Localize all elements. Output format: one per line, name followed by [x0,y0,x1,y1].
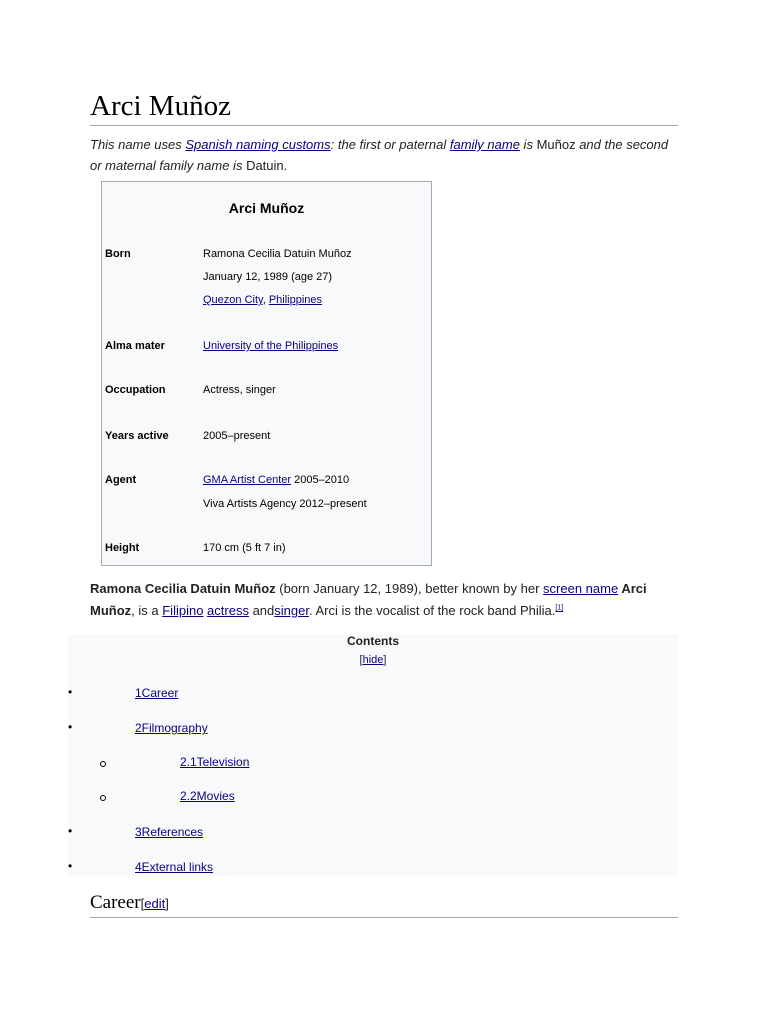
infobox-agent-value [203,474,349,486]
subject-screen-name: Arci Muñoz [90,581,647,618]
toc-item-external-links[interactable]: 4External links [135,860,214,874]
infobox-title: Arci Muñoz [228,200,305,216]
spanish-naming-link[interactable]: Spanish naming customs [185,137,331,152]
gma-artist-center-link[interactable]: GMA Artist Center [203,474,292,486]
reference-1-link[interactable]: [1] [555,604,564,612]
toc-hide-button[interactable]: hide [362,654,384,666]
infobox-alma-label: Alma mater [105,340,165,352]
paternal-name: Muñoz [536,137,576,152]
infobox-years-value: 2005–present [203,430,271,442]
hatnote-text: : the first or paternal [330,137,450,152]
circle-bullet-icon [100,795,106,801]
lead-text: , is a [131,603,163,618]
infobox [101,181,432,566]
infobox-height-label: Height [105,542,140,554]
bracket: [ [359,654,363,666]
section-heading-career [90,890,678,918]
lead-text: (born January 12, 1989), better known by her [275,581,544,596]
infobox-occupation-value: Actress, singer [203,384,276,396]
agent-years: 2005–2010 [291,474,350,486]
toc-item-references[interactable]: 3References [135,825,204,839]
filipino-link[interactable]: Filipino [162,603,204,618]
page-title: Arci Muñoz [90,88,678,126]
bullet-icon: • [68,859,73,873]
lead-text: and [248,603,275,618]
infobox-agent-line2: Viva Artists Agency 2012–present [203,498,367,510]
singer-link[interactable]: singer [274,603,309,618]
bullet-icon: • [68,685,73,699]
toc-hide [68,654,678,666]
subject-full-name: Ramona Cecilia Datuin Muñoz [90,581,276,596]
hatnote [90,134,680,176]
section-title: Career [90,892,141,913]
infobox-alma-value [203,340,338,352]
bracket: ] [165,896,169,911]
infobox-born-place [203,294,322,306]
infobox-born-date: January 12, 1989 (age 27) [203,271,333,283]
infobox-years-label: Years active [105,430,169,442]
philippines-link[interactable]: Philippines [268,294,323,306]
family-name-link[interactable]: family name [449,137,520,152]
infobox-born-name: Ramona Cecilia Datuin Muñoz [203,248,352,260]
toc-item-television[interactable]: 2.1Television [180,755,250,769]
infobox-born-label: Born [105,248,131,260]
infobox-agent-label: Agent [105,474,137,486]
screen-name-link[interactable]: screen name [543,581,619,596]
infobox-occupation-label: Occupation [105,384,166,396]
actress-link[interactable]: actress [207,603,249,618]
hatnote-text: is [519,137,537,152]
infobox-height-value: 170 cm (5 ft 7 in) [203,542,286,554]
bracket: ] [383,654,387,666]
toc-item-career[interactable]: 1Career [135,686,179,700]
circle-bullet-icon [100,761,106,767]
lead-paragraph [90,578,680,622]
hatnote-text: This name uses [90,137,186,152]
table-of-contents [68,634,678,876]
lead-text: . Arci is the vocalist of the rock band Philia. [308,603,556,618]
bullet-icon: • [68,720,73,734]
university-link[interactable]: University of the Philippines [203,340,339,352]
bullet-icon: • [68,824,73,838]
edit-career-link[interactable]: edit [144,896,166,911]
toc-item-filmography[interactable]: 2Filmography [135,721,208,735]
maternal-name: Datuin [246,158,284,173]
quezon-city-link[interactable]: Quezon City [203,294,263,306]
toc-item-movies[interactable]: 2.2Movies [180,789,235,803]
bracket: [ [140,896,145,911]
hatnote-text: . [283,158,288,173]
toc-title: Contents [347,634,399,648]
separator: , [262,294,269,306]
section-edit [141,896,169,911]
hatnote-text: and the second or maternal family name is [90,137,669,173]
